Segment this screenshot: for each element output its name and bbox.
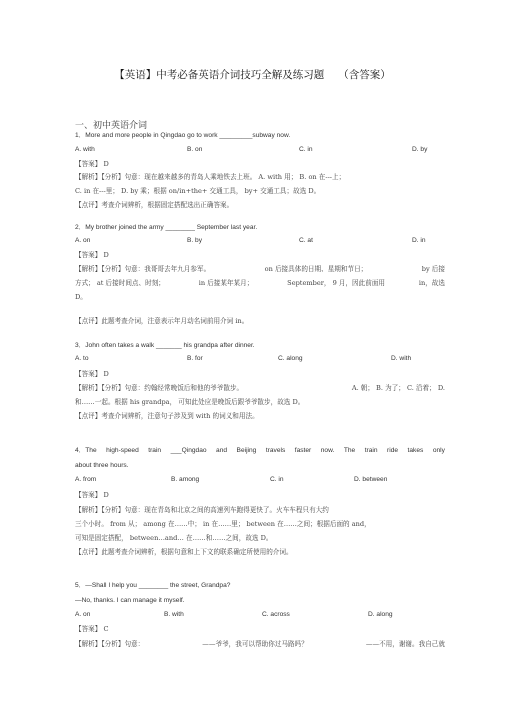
q4-w11: ride bbox=[387, 447, 399, 454]
q4-w13: only bbox=[432, 447, 445, 454]
q2-comment: 【点评】此题考查介词，注意表示年月动名词前用介词 in。 bbox=[75, 317, 249, 325]
q2-analysis-2d: in，故选 bbox=[418, 279, 445, 287]
q2-analysis-2b: in 后接某年某月； bbox=[198, 279, 254, 287]
q4-option-a: A. from bbox=[75, 476, 97, 483]
q4-w8: now. bbox=[320, 447, 335, 454]
q2-analysis-2 bbox=[75, 278, 445, 288]
q4-stem-2: about three hours. bbox=[75, 462, 129, 469]
q1-option-a: A. with bbox=[75, 146, 95, 153]
q2-analysis-1c: by 后接 bbox=[421, 265, 445, 273]
q4-w5: Beijing bbox=[236, 447, 257, 454]
q3-option-d: D. with bbox=[391, 355, 412, 362]
q5-analysis-1 bbox=[75, 639, 445, 649]
q4-analysis-1: 【解析】【分析】句意：现在青岛和北京之间的高速列车跑得更快了。火车车程只有大约 bbox=[75, 506, 329, 514]
q5-analysis-1a: 【解析】【分析】句意： bbox=[75, 640, 145, 648]
q5-option-a: A. on bbox=[75, 611, 91, 618]
q4-option-b: B. among bbox=[171, 476, 200, 483]
document-title bbox=[0, 67, 505, 82]
q4-w2: train bbox=[148, 447, 162, 454]
q4-w4: and bbox=[216, 447, 228, 454]
q5-analysis-1b: ——爷爷，我可以帮助你过马路吗？ bbox=[202, 640, 308, 648]
q4-w3: ___Qingdao bbox=[170, 447, 207, 454]
q4-analysis-3: 可知是固定搭配， between…and… 在……和……之间，故选 D。 bbox=[75, 534, 273, 542]
q4-w12: takes bbox=[407, 447, 424, 454]
q4-analysis-2: 三个小时。 from 从； among 在……中； in 在……里； between 在……之间；根据后面的 and， bbox=[75, 520, 371, 528]
section-heading: 一、初中英语介词 bbox=[75, 121, 148, 131]
q1-stem: 1．More and more people in Qingdao go to work _________subway now. bbox=[75, 132, 291, 139]
q2-analysis-1b: on 后接具体的日期、星期和节日； bbox=[264, 265, 368, 273]
q3-analysis-1a: 【解析】【分析】句意：约翰经常晚饭后和他的爷爷散步。 bbox=[75, 384, 244, 392]
q4-w7: faster bbox=[294, 447, 312, 454]
q2-analysis-2a: 方式； at 后接时间点、时刻； bbox=[75, 279, 165, 287]
q4-w9: The bbox=[343, 447, 356, 454]
q2-option-a: A. on bbox=[75, 237, 91, 244]
q1-option-c: C. in bbox=[299, 146, 313, 153]
title-main: 【英语】中考必备英语介词技巧全解及练习题 bbox=[114, 69, 325, 81]
q3-answer: 【答案】 D bbox=[75, 370, 109, 378]
q2-option-c: C. at bbox=[299, 237, 313, 244]
q1-analysis-2: C. in 在---里； D. by 乘；根据 on/in+the+ 交通工具， by+ 交通工具；故选 D。 bbox=[75, 187, 321, 195]
q2-option-d: D. in bbox=[412, 237, 426, 244]
q3-option-b: B. for bbox=[187, 355, 203, 362]
q5-option-d: D. along bbox=[368, 611, 393, 618]
q5-analysis-1c: ——不用，谢谢。我自己就 bbox=[365, 640, 445, 648]
q4-w10: train bbox=[364, 447, 378, 454]
q2-stem: 2．My brother joined the army ________ September last year. bbox=[75, 224, 258, 231]
q4-comment: 【点评】此题考查介词辨析，根据句意和上下文的联系确定所使用的介词。 bbox=[75, 548, 293, 556]
q4-answer: 【答案】 D bbox=[75, 491, 109, 499]
q4-w1: high-speed bbox=[106, 447, 139, 454]
q3-stem: 3．John often takes a walk _______ his grandpa after dinner. bbox=[75, 342, 255, 349]
q1-option-d: D. by bbox=[412, 146, 428, 153]
q2-analysis-3: D。 bbox=[75, 293, 87, 301]
q2-analysis-2c: September， 9 月，因此前面用 bbox=[287, 279, 386, 287]
q4-w6: travels bbox=[265, 447, 286, 454]
q4-option-d: D. between bbox=[354, 476, 388, 483]
q5-stem-2: —No, thanks. I can manage it myself. bbox=[75, 597, 185, 604]
q3-option-c: C. along bbox=[278, 355, 303, 362]
q3-option-a: A. to bbox=[75, 355, 89, 362]
q3-comment: 【点评】考查介词辨析，注意句子涉及到 with 的词义和用法。 bbox=[75, 412, 259, 420]
q3-analysis-2: 和……一起。根据 his grandpa， 可知此处应是晚饭后跟爷爷散步，故选 D。 bbox=[75, 398, 305, 406]
q4-w0: 4．The bbox=[75, 447, 97, 454]
q4-option-c: C. in bbox=[270, 476, 284, 483]
q2-analysis-1a: 【解析】【分析】句意：我哥哥去年九月参军。 bbox=[75, 265, 211, 273]
q1-option-b: B. on bbox=[187, 146, 203, 153]
q4-stem bbox=[75, 446, 445, 456]
q5-stem: 5．—Shall I help you ________ the street, Grandpa? bbox=[75, 582, 231, 589]
q1-analysis-1: 【解析】【分析】句意：现在越来越多的青岛人乘地铁去上班。 A. with 用； B. on 在---上； bbox=[75, 173, 346, 181]
q2-answer: 【答案】 D bbox=[75, 251, 109, 259]
q2-analysis-1 bbox=[75, 264, 445, 274]
q2-option-b: B. by bbox=[187, 237, 203, 244]
q5-option-c: C. across bbox=[262, 611, 290, 618]
q3-analysis-1b: A. 朝； B. 为了； C. 沿着； D. bbox=[351, 384, 445, 392]
q1-comment: 【点评】考查介词辨析，根据固定搭配选出正确答案。 bbox=[75, 201, 234, 209]
q1-answer: 【答案】 D bbox=[75, 160, 109, 168]
q5-option-b: B. with bbox=[164, 611, 184, 618]
q5-answer: 【答案】 C bbox=[75, 625, 109, 633]
title-sub: （含答案） bbox=[338, 69, 391, 81]
q3-analysis-1 bbox=[75, 383, 445, 393]
